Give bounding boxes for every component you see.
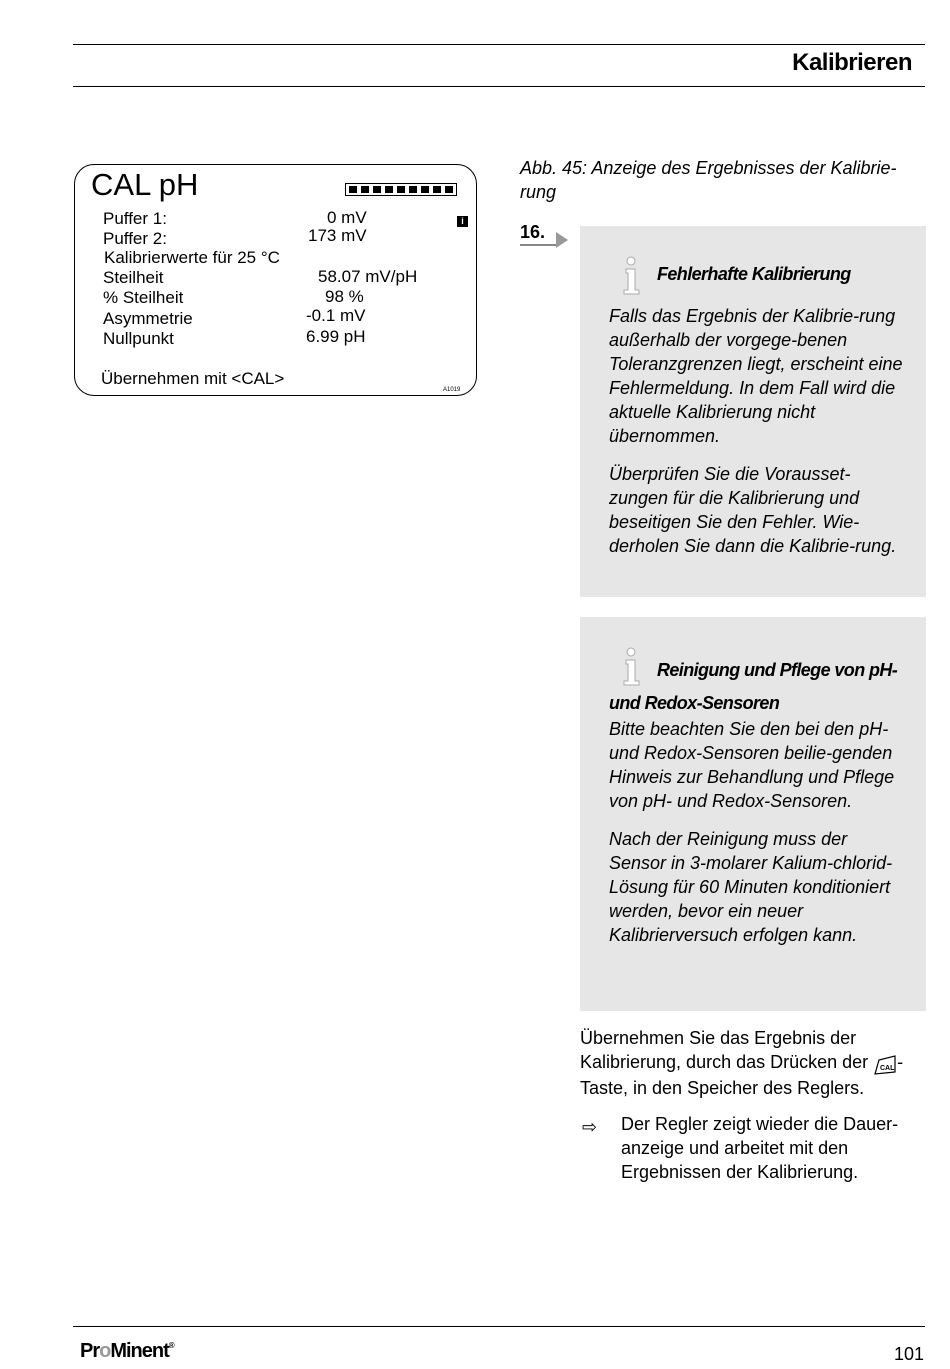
note-paragraph: Überprüfen Sie die Vorausset-zungen für die Kalibrierung und beseitigen Sie den Fehler. Wie-derholen Sie dann die Kalibrie-rung.	[609, 464, 897, 556]
cal-key-icon	[873, 1054, 897, 1076]
note-box-calibration-error	[580, 226, 926, 597]
note-paragraph: Nach der Reinigung muss der Sensor in 3-molarer Kalium-chlorid-Lösung für 60 Minuten konditioniert werden, bevor ein neuer Kalibrierversuch erfolgen kann.	[609, 829, 893, 945]
result-text: Der Regler zeigt wieder die Dauer-anzeige und arbeitet mit den Ergebnissen der Kalibrierung.	[621, 1114, 899, 1182]
display-label: Puffer 2:	[103, 229, 167, 248]
note-heading: Fehlerhafte Kalibrierung	[657, 264, 851, 284]
instruction-text-before: Übernehmen Sie das Ergebnis der Kalibrierung, durch das Drücken der	[580, 1028, 869, 1072]
result-arrow-icon: ⇨	[582, 1117, 598, 1137]
display-label: Puffer 1:	[103, 209, 167, 228]
header-bottom-rule	[73, 86, 925, 87]
note-box-sensor-care	[580, 617, 926, 1011]
step-arrow-icon	[556, 232, 568, 248]
display-label: Steilheit	[103, 268, 164, 287]
display-value: 58.07 mV/pH	[318, 267, 418, 286]
step-number: 16.	[520, 222, 546, 242]
calibration-display-figure	[74, 164, 477, 396]
brand-logo: ProMinent®	[80, 1340, 174, 1362]
display-value: 173 mV	[308, 226, 367, 245]
figure-caption: Abb. 45: Anzeige des Ergebnisses der Kalibrie-rung	[520, 158, 897, 202]
step-underline	[520, 244, 556, 246]
info-icon: i	[457, 216, 468, 227]
note-paragraph: Bitte beachten Sie den bei den pH- und Redox-Sensoren beilie-genden Hinweis zur Behandlung und Pflege von pH- und Redox-Sensoren.	[609, 719, 895, 811]
display-label: Kalibrierwerte für 25 °C	[104, 248, 280, 267]
display-label: % Steilheit	[103, 288, 184, 307]
display-value: -0.1 mV	[306, 306, 366, 325]
display-value: 6.99 pH	[306, 327, 366, 346]
figure-code: A1019	[443, 387, 461, 393]
display-value: 98 %	[325, 287, 364, 306]
info-icon	[621, 256, 643, 296]
header-top-rule	[73, 44, 925, 45]
display-footer: Übernehmen mit <CAL>	[101, 369, 285, 388]
note-paragraph: Falls das Ergebnis der Kalibrie-rung außerhalb der vorgege-benen Toleranzgrenzen liegt, erscheint eine Fehlermeldung. In dem Fall wird die aktuelle Kalibrierung nicht übernommen.	[609, 306, 903, 446]
display-label: Nullpunkt	[103, 329, 174, 348]
footer-rule	[73, 1326, 925, 1327]
section-title: Kalibrieren	[792, 49, 912, 76]
signal-bar-icon	[345, 183, 457, 196]
instruction-text	[580, 1026, 925, 1100]
page-number: 101	[893, 1344, 924, 1364]
cal-key-label: CAL	[880, 1065, 895, 1072]
note-heading: Reinigung und Pflege von pH- und Redox-Sensoren	[609, 660, 898, 713]
display-label: Asymmetrie	[103, 309, 193, 328]
display-value: 0 mV	[327, 208, 367, 227]
instruction-text-after: -Taste, in den Speicher des Reglers.	[580, 1052, 904, 1098]
display-title: CAL pH	[91, 167, 199, 202]
